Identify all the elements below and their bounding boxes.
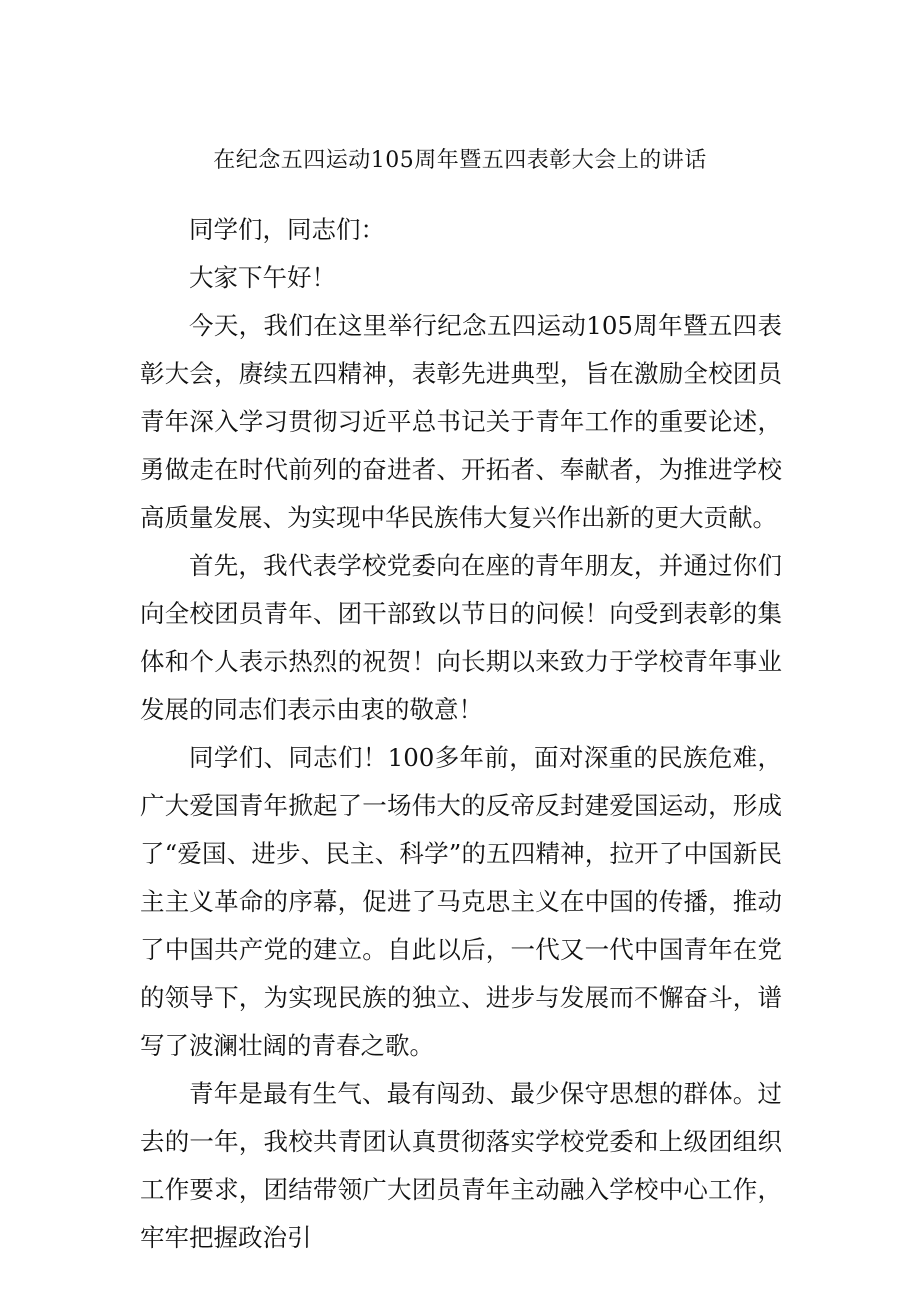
document-title: 在纪念五四运动105周年暨五四表彰大会上的讲话 [213,148,707,173]
body-paragraph: 今天，我们在这里举行纪念五四运动105周年暨五四表彰大会，赓续五四精神，表彰先进典型，旨在激励全校团员青年深入学习贯彻习近平总书记关于青年工作的重要论述，勇做走在时代前列的奋进者、开拓者、奉献者，为推进学校高质量发展、为实现中华民族伟大复兴作出新的更大贡献。 [140,311,782,532]
document-body [140,206,782,1262]
salutation-paragraph: 同学们，同志们： [189,215,385,244]
greeting-paragraph: 大家下午好！ [189,263,336,292]
body-paragraph: 同学们、同志们！100多年前，面对深重的民族危难，广大爱国青年掀起了一场伟大的反帝反封建爱国运动，形成了“爱国、进步、民主、科学”的五四精神，拉开了中国新民主主义革命的序幕，促进了马克思主义在中国的传播，推动了中国共产党的建立。自此以后，一代又一代中国青年在党的领导下，为实现民族的独立、进步与发展而不懈奋斗，谱写了波澜壮阔的青春之歌。 [140,743,782,1060]
body-paragraph: 青年是最有生气、最有闯劲、最少保守思想的群体。过去的一年，我校共青团认真贯彻落实学校党委和上级团组织工作要求，团结带领广大团员青年主动融入学校中心工作，牢牢把握政治引 [140,1079,782,1252]
body-paragraph: 首先，我代表学校党委向在座的青年朋友，并通过你们向全校团员青年、团干部致以节日的问候！向受到表彰的集体和个人表示热烈的祝贺！向长期以来致力于学校青年事业发展的同志们表示由衷的敬意！ [140,551,782,724]
